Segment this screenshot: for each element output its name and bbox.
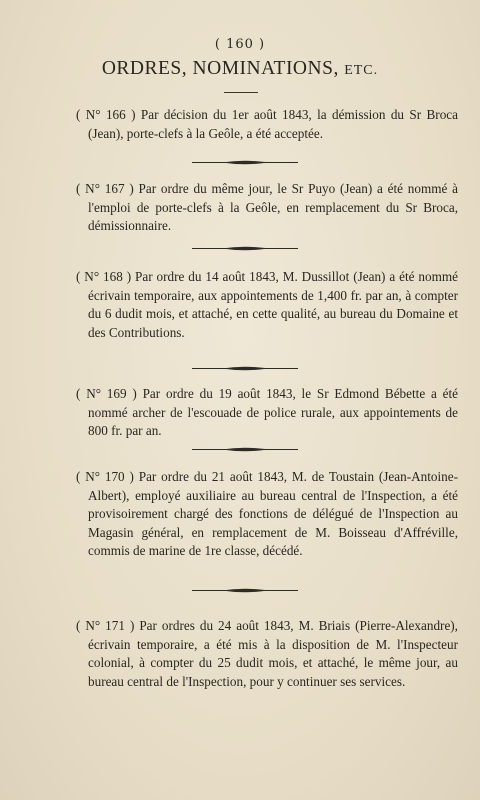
title-etc: ETC.	[344, 63, 379, 78]
separator	[192, 587, 298, 594]
title-main: ORDRES, NOMINATIONS,	[101, 58, 339, 79]
entry-text: Par ordre du 21 août 1843, M. de Toustain (Jean-Antoine-Albert), employé auxiliaire au bureau central de l'Inspection, a été provisoirement chargé des fonctions de délégué de l'Inspection au Magasin général, en remplacement de M. Boisseau d'Affréville, commis de marine de 1re classe, décédé.	[88, 469, 458, 559]
entry-170	[76, 468, 458, 561]
entry-number: ( N° 167 )	[76, 181, 134, 196]
separator	[192, 159, 298, 166]
entry-number: ( N° 166 )	[76, 107, 136, 122]
entry-number: ( N° 171 )	[76, 618, 135, 633]
separator	[192, 245, 298, 252]
entry-166	[76, 106, 458, 143]
title-rule	[224, 92, 258, 93]
entry-number: ( N° 170 )	[76, 469, 134, 484]
entry-169	[76, 385, 459, 441]
entry-text: Par ordres du 24 août 1843, M. Briais (Pierre-Alexandre), écrivain temporaire, a été mis à la disposition de M. l'Inspecteur colonial, à compter du 25 dudit mois, et attaché, le même jour, au bureau central de l'Inspection, pour y continuer ses services.	[88, 618, 458, 689]
page-title	[0, 58, 480, 80]
separator	[192, 446, 298, 453]
entry-168	[76, 268, 458, 342]
entry-167	[76, 180, 459, 236]
entry-number: ( N° 168 )	[76, 269, 132, 284]
separator	[192, 365, 298, 372]
entry-number: ( N° 169 )	[76, 386, 137, 401]
entry-171	[76, 617, 458, 691]
entry-text: Par ordre du même jour, le Sr Puyo (Jean) a été nommé à l'emploi de porte-clefs à la Geôle, en remplacement du Sr Broca, démissionnaire.	[88, 181, 459, 234]
entry-text: Par ordre du 14 août 1843, M. Dussillot (Jean) a été nommé écrivain temporaire, aux appointements de 1,400 fr. par an, à compter du 6 dudit mois, et attaché, en cette qualité, au bureau du Domaine et des Contributions.	[88, 269, 458, 340]
page-number: ( 160 )	[214, 37, 266, 52]
entry-text: Par décision du 1er août 1843, la démission du Sr Broca (Jean), porte-clefs à la Geôle, a été acceptée.	[88, 107, 458, 141]
entry-text: Par ordre du 19 août 1843, le Sr Edmond Bébette a été nommé archer de l'escouade de police rurale, aux appointements de 800 fr. par an.	[88, 386, 459, 439]
